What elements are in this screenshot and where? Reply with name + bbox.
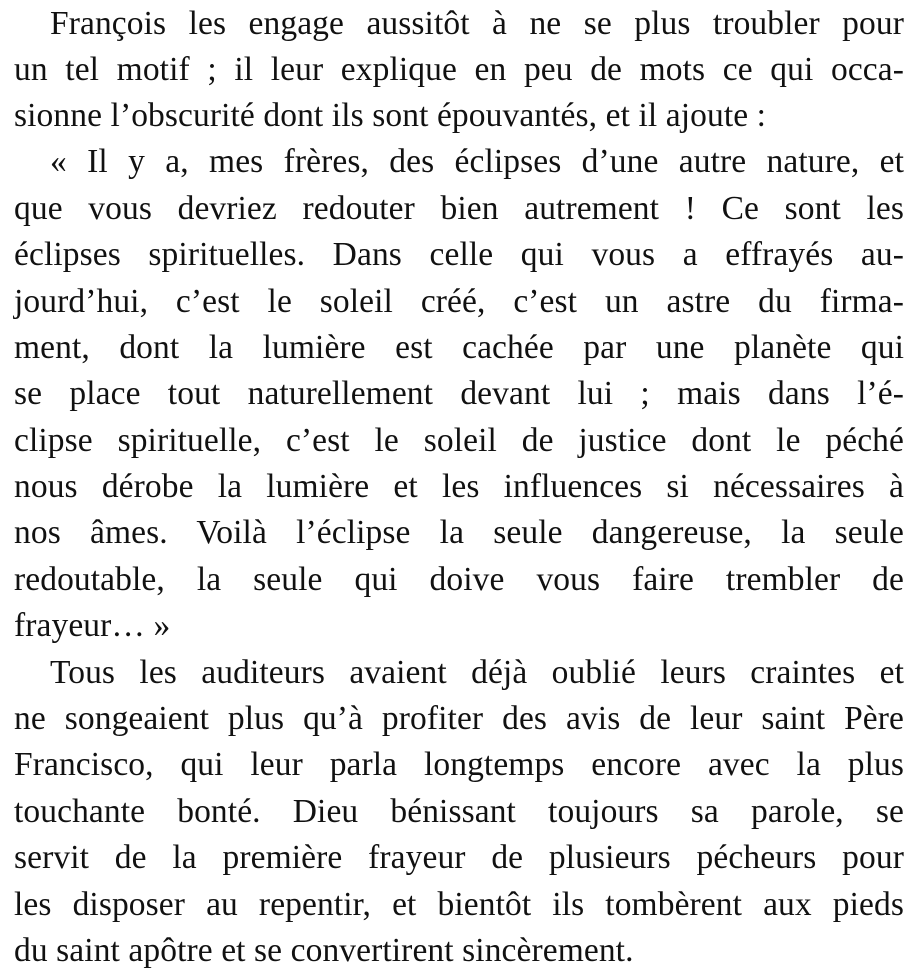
text-line: jourd’hui, c’est le soleil créé, c’est un astre du firma-: [14, 283, 904, 320]
text-line: sionne l’obscurité dont ils sont épouvantés, et il ajoute :: [14, 97, 767, 134]
text-line: éclipses spirituelles. Dans celle qui vous a effrayés au-: [14, 236, 904, 273]
text-line: nos âmes. Voilà l’éclipse la seule dangereuse, la seule: [14, 514, 904, 551]
text-line: François les engage aussitôt à ne se plus troubler pour: [50, 5, 904, 42]
text-line: les disposer au repentir, et bientôt ils tombèrent aux pieds: [14, 886, 904, 923]
text-line: du saint apôtre et se convertirent sincèrement.: [14, 932, 634, 969]
text-line: clipse spirituelle, c’est le soleil de justice dont le péché: [14, 422, 904, 459]
text-line: frayeur… »: [14, 607, 171, 644]
text-line: « Il y a, mes frères, des éclipses d’une autre nature, et: [50, 143, 904, 180]
text-line: Francisco, qui leur parla longtemps encore avec la plus: [14, 746, 904, 783]
text-line: Tous les auditeurs avaient déjà oublié leurs craintes et: [50, 654, 904, 691]
text-line: ment, dont la lumière est cachée par une planète qui: [14, 329, 904, 366]
text-line: nous dérobe la lumière et les influences si nécessaires à: [14, 468, 904, 505]
text-line: ne songeaient plus qu’à profiter des avis de leur saint Père: [14, 700, 904, 737]
text-line: touchante bonté. Dieu bénissant toujours sa parole, se: [14, 793, 904, 830]
text-line: redoutable, la seule qui doive vous faire trembler de: [14, 561, 904, 598]
text-line: servit de la première frayeur de plusieurs pécheurs pour: [14, 839, 904, 876]
text-line: se place tout naturellement devant lui ; mais dans l’é-: [14, 375, 904, 412]
text-line: un tel motif ; il leur explique en peu de mots ce qui occa-: [14, 51, 904, 88]
text-line: que vous devriez redouter bien autrement ! Ce sont les: [14, 190, 904, 227]
